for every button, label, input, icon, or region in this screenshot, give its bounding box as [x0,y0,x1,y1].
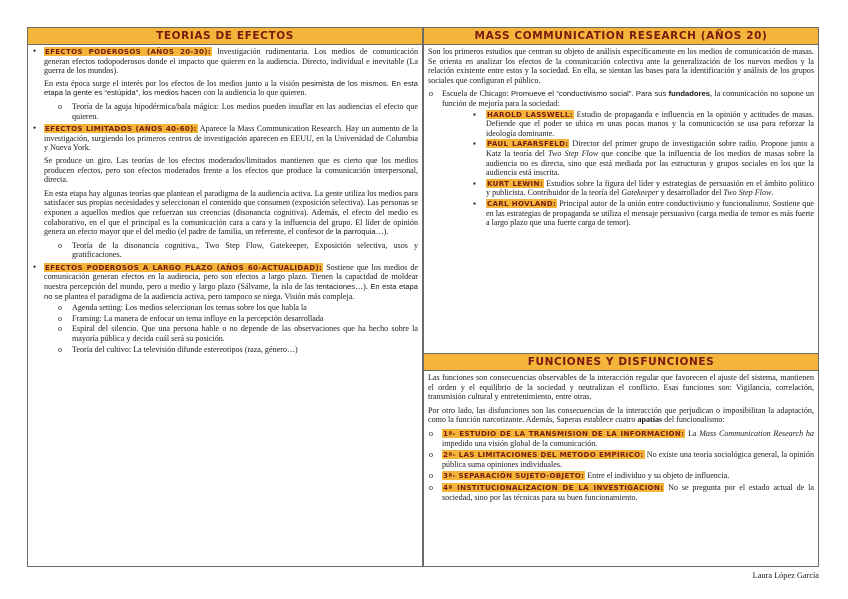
keyword: EFECTOS LIMITADOS (AÑOS 40-60): [45,124,197,134]
list-item: o Escuela de Chicago: Promueve el “conductivismo social”. Para sus fundadores, la comunicación no supone un función de mejoría para la sociedad: ▪ HAROLD LASSWELL: Estudio de propaganda e influencia en la opinión y actitudes de masas. Defiende que el poder se ubica en unas pocas manos y la comunicación se usa para reforzar la ideología dominante. ▪ PAUL LAFARSFELD: Director del primer grupo de investigación sobre radio. Propone junto a Katz la teoría del Two Step Flow que concibe que la influencia de los medios de masas sobre la audiencia no es directa, sino que está mediada por las estructuras y grupos sociales en los que la audiencia está inscrita. ▪ KURT LEWIN: Estudios sobre la figura del líder y estrategias de persuasión en el ámbito político y publicista. Contribuidor de la teoría del Gatekeeper y desarrollador del Two Step Flow. ▪ CARL HOVLAND: Principal autor de la unión entre conductivismo y funcionalismo. Sostiene que en las estrategias de propaganda se utiliza el mensaje persuasivo (carga media de temor es más fuerte a largo plazo que una fuerte carga de temor). [428,89,814,227]
teorias-de-efectos-section [27,27,423,567]
list-item: o 3ª- SEPARACIÓN SUJETO-OBJETO: Entre el individuo y su objeto de influencia. [428,471,814,481]
list-item: ▪ KURT LEWIN: Estudios sobre la figura del líder y estrategias de persuasión en el ámbito político y publicista. Contribuidor de la teoría del Gatekeeper y desarrollador del Two Step Flow. [442,179,814,198]
keyword: KURT LEWIN: [487,178,543,188]
paragraph: Las funciones son consecuencias observables de la interacción regular que favorecen el ajuste del sistema, mantienen el orden y el equilibrio de la sociedad y neutralizan el conflicto. Esas funciones son: Vigilancia, correlación, transmisión cultural y entretenimiento, entre otras. [428,373,814,402]
mass-communication-research-section [423,27,819,354]
list-item: ▪ PAUL LAFARSFELD: Director del primer grupo de investigación sobre radio. Propone junto a Katz la teoría del Two Step Flow que concibe que la influencia de los medios de masas sobre la audiencia no es directa, sino que está mediada por las estructuras y grupos sociales en los que la audiencia está inscrita. [442,139,814,177]
list-item: o Agenda setting: Los medios seleccionan los temas sobre los que habla la [44,303,418,313]
keyword: 1ª- ESTUDIO DE LA TRANSMISION DE LA INFORMACION: [443,428,685,438]
keyword: 4ª INSTITUCIONALIZACION DE LA INVESTIGACION: [443,482,664,492]
section-title: FUNCIONES Y DISFUNCIONES [424,354,818,371]
list-item: • EFECTOS PODEROSOS A LARGO PLAZO (AÑOS 60-ACTUALIDAD): Sostiene que los medios de comunicación generan efectos en la audiencia, pero son efectos a largo plazo. Tienen la capacidad de moldear nuestra percepción del mundo, pero a medio y largo plazo (Sálvame, la isla de las tentaciones…). En esta etapa no se plantea el paradigma de la audiencia activa, pero tampoco se niega. Visión más compleja. o Agenda setting: Los medios seleccionan los temas sobre los que habla la o Framing: La manera de enfocar un tema influye en la percepción desarrollada o Espiral del silencio. Que una persona hable o no depende de las observaciones que ha hecho sobre la mayoría pública y decida cuál será su posición. o Teoría del cultivo: La televisión difunde estereotipos (raza, género…) [32,263,418,354]
list-item: o 1ª- ESTUDIO DE LA TRANSMISION DE LA INFORMACION: La Mass Communication Research ha impedido una visión global de la comunicación. [428,429,814,448]
intro-paragraph: Son los primeros estudios que centran su objeto de análisis específicamente en los medios de comunicación de masas. Se orienta en analizar los efectos de la comunicación colectiva ante la generalización de los nuevos medios y la relación existente entre estos y la sociedad. En ella, se sientan las bases para la identificación y análisis de los grupos sociales que configuran el público. [428,47,814,85]
keyword: EFECTOS PODEROSOS (AÑOS 20-30): [45,47,211,56]
funciones-y-disfunciones-section [423,353,819,567]
list-item: o Teoría del cultivo: La televisión difunde estereotipos (raza, género…) [44,345,418,355]
section-title: MASS COMMUNICATION RESEARCH (AÑOS 20) [424,28,818,45]
list-item: o Teoría de la disonancia cognitiva., Two Step Flow, Gatekeeper, Exposición selectiva, usos y gratificaciones. [44,241,418,260]
paragraph: Por otro lado, las disfunciones son las consecuencias de la interacción que perjudican o imposibilitan la adaptación, como la función narcotizante. Además, Saperas establece cuatro apatías del funcionalismo: [428,405,814,425]
list-item: • EFECTOS PODEROSOS (AÑOS 20-30): Investigación rudimentaria. Los medios de comunicación generan efectos todopoderosos donde el impacto que quieren en la audiencia. Directo, individual e inevitable (La guerra de los mundos). En esta época surge el interés por los efectos de los medios junto a la visión pesimista de los mismos. En esta etapa la gente es “estúpida”, los medios hacen con la audiencia lo que quieren. o Teoría de la aguja hipodérmica/bala mágica: Los medios pueden insuflar en las audiencias el efecto que quieren. [32,47,418,121]
effects-list [32,47,418,354]
author-name: Laura López García [752,571,819,580]
list-item: ▪ CARL HOVLAND: Principal autor de la unión entre conductivismo y funcionalismo. Sostiene que en las estrategias de propaganda se utiliza el mensaje persuasivo (carga media de temor es más fuerte a largo plazo que una fuerte carga de temor). [442,199,814,228]
document-sheet [27,27,819,559]
keyword: CARL HOVLAND: [487,198,557,208]
section-title: TEORIAS DE EFECTOS [28,28,422,45]
keyword: PAUL LAFARSFELD: [487,139,569,149]
list-item: o 2ª- LAS LIMITACIONES DEL METODO EMPIRICO: No existe una teoría sociológica general, la opinión pública suma opiniones individuales. [428,450,814,469]
keyword: 3ª- SEPARACIÓN SUJETO-OBJETO: [443,471,585,481]
list-item: o Teoría de la aguja hipodérmica/bala mágica: Los medios pueden insuflar en las audiencias el efecto que quieren. [44,102,418,121]
list-item: ▪ HAROLD LASSWELL: Estudio de propaganda e influencia en la opinión y actitudes de masas. Defiende que el poder se ubica en unas pocas manos y la comunicación se usa para reforzar la ideología dominante. [442,110,814,139]
list-item: o Espiral del silencio. Que una persona hable o no depende de las observaciones que ha hecho sobre la mayoría pública y decida cuál será su posición. [44,324,418,343]
list-item: • EFECTOS LIMITADOS (AÑOS 40-60): Aparece la Mass Communication Research. Hay un aumento de la investigación, surgiendo los primeros centros de investigación aparecen en EEUU, en la Universidad de Columbia y Nueva York. Se produce un giro. Las teorías de los efectos moderados/limitados mantienen que es cierto que los medios producen efectos, pero son efectos moderados frente a los efectos que produce la comunicación interpersonal, directa. En esta etapa hay algunas teorías que plantean el paradigma de la audiencia activa. La gente utiliza los medios para satisfacer sus propias necesidades y seleccionan el contenido que consumen (exposición selectiva). Las personas se exponen a aquellos medios que refuerzan sus creencias (disonancia cognitiva). Además, el efecto del medio es colaborativo, en el que el principal es la comunicación cara a cara y la influencia del grupo. El líder de opinión genera un efecto mayor que el del medio (el padre de familia, un referente, el confesor de la parroquia…). o Teoría de la disonancia cognitiva., Two Step Flow, Gatekeeper, Exposición selectiva, usos y gratificaciones. [32,124,418,260]
keyword: EFECTOS PODEROSOS A LARGO PLAZO (AÑOS 60-ACTUALIDAD): [45,262,323,272]
keyword: HAROLD LASSWELL: [487,109,573,119]
list-item: o 4ª INSTITUCIONALIZACION DE LA INVESTIGACION: No se pregunta por el estado actual de la sociedad, sino por las técnicas para su buen funcionamiento. [428,483,814,502]
list-item: o Framing: La manera de enfocar un tema influye en la percepción desarrollada [44,314,418,324]
keyword: 2ª- LAS LIMITACIONES DEL METODO EMPIRICO: [443,450,644,460]
